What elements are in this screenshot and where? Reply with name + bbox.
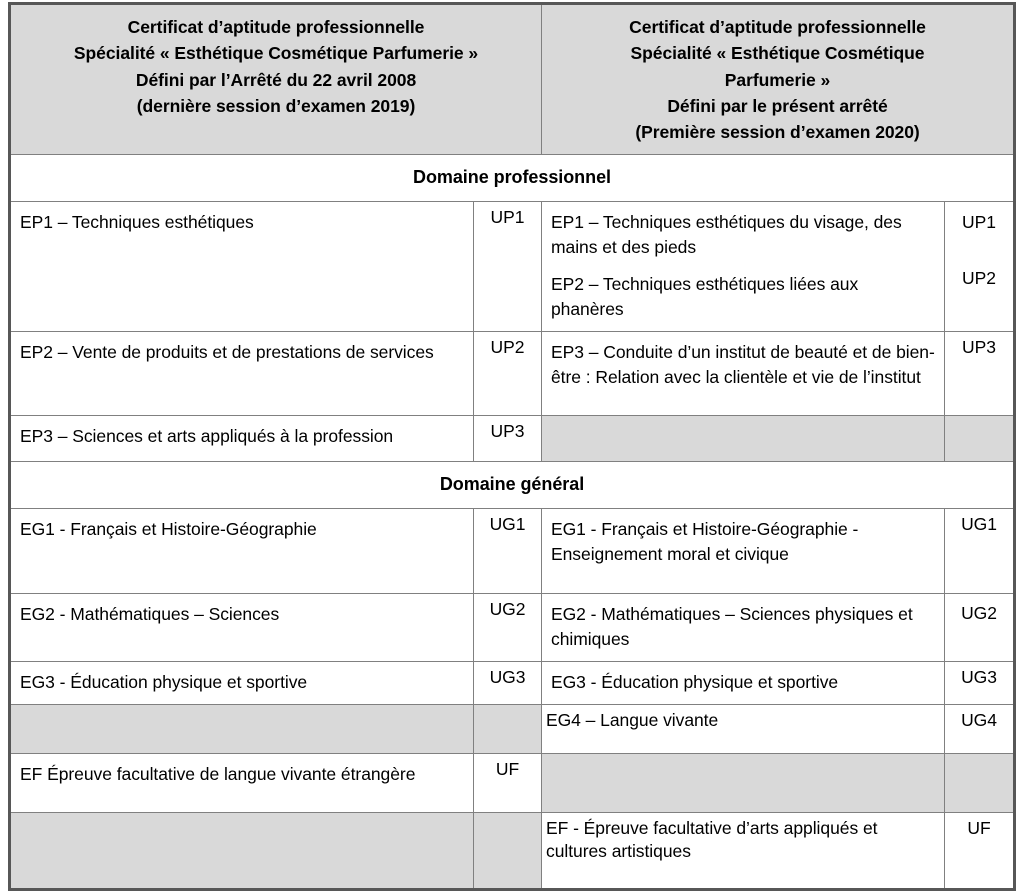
- text-new-ef-arts-label: EF - Épreuve facultative d’arts appliqués et cultures artistiques: [546, 818, 878, 862]
- text-new-eg3-label: EG3 - Éducation physique et sportive: [551, 672, 839, 693]
- cell-new-ef-row1-empty-label: [542, 754, 945, 813]
- table-row-ep3: [10, 415, 1015, 461]
- cell-new-eg2-code: [945, 593, 1015, 661]
- table-row-eg3: [10, 662, 1015, 705]
- cell-old-eg4-empty-code: [474, 705, 542, 754]
- cell-old-ep1-code: [474, 202, 542, 332]
- section-header-professionnel: [10, 155, 1015, 202]
- cell-old-eg3-code: [474, 662, 542, 705]
- table-row-eg1: [10, 508, 1015, 593]
- cell-old-eg2-label: [10, 593, 474, 661]
- header-new-line-2: Spécialité « Esthétique Cosmétique: [630, 43, 925, 64]
- section-row-general: [10, 461, 1015, 508]
- table-row-eg4: [10, 705, 1015, 754]
- cell-new-eg4-label: [542, 705, 945, 754]
- cell-old-ep3-code: [474, 415, 542, 461]
- text-old-eg4-empty-code: [474, 705, 541, 713]
- text-new-ef-row1-empty-label: [542, 754, 944, 771]
- header-old-line-3: Défini par l’Arrêté du 22 avril 2008: [135, 69, 417, 90]
- text-new-ep3-label: EP3 – Conduite d’un institut de beauté et de bien-être : Relation avec la clientèle et vie de l’institut: [551, 341, 935, 388]
- cell-old-ep1-label: [10, 202, 474, 332]
- text-old-eg2-label: EG2 - Mathématiques – Sciences: [20, 603, 280, 624]
- text-new-eg2-label: EG2 - Mathématiques – Sciences physiques et chimiques: [551, 603, 913, 649]
- header-new-line-5: (Première session d’examen 2020): [635, 122, 920, 142]
- table-row-ef-arts-appliques: [10, 813, 1015, 890]
- cell-new-eg1-code: [945, 508, 1015, 593]
- text-new-eg4-code: UG4: [961, 710, 997, 731]
- text-new-eg2-code: UG2: [961, 602, 997, 623]
- text-old-ep1-label: EP1 – Techniques esthétiques: [20, 212, 254, 233]
- cell-new-eg2-label: [542, 593, 945, 661]
- text-old-eg1-label: EG1 - Français et Histoire-Géographie: [20, 518, 317, 539]
- cell-old-eg1-label: [10, 508, 474, 593]
- cell-old-eg2-code: [474, 593, 542, 661]
- text-old-eg3-label: EG3 - Éducation physique et sportive: [20, 672, 308, 693]
- text-old-ep3-code: UP3: [490, 420, 525, 441]
- cell-old-eg3-label: [10, 662, 474, 705]
- cell-new-ep3-row-empty-code: [945, 415, 1015, 461]
- text-new-ef-row1-empty-code: [945, 754, 1013, 762]
- header-new-line-1: Certificat d’aptitude professionnelle: [629, 17, 926, 37]
- text-new-eg1-label: EG1 - Français et Histoire-Géographie - Enseignement moral et civique: [551, 518, 859, 564]
- table-row-ep1: [10, 202, 1015, 332]
- text-new-ef-arts-code: UF: [967, 818, 991, 839]
- text-old-ep2-code: UP2: [490, 336, 525, 357]
- cell-old-ef-arts-empty-code: [474, 813, 542, 890]
- cell-old-ep2-label: [10, 331, 474, 415]
- cell-old-ep3-label: [10, 415, 474, 461]
- header-old-line-1: Certificat d’aptitude professionnelle: [127, 17, 425, 37]
- text-new-ep3-row-empty-label: [542, 416, 944, 433]
- text-old-eg1-code: UG1: [489, 513, 526, 534]
- text-new-ep2-label: EP2 – Techniques esthétiques liées aux phanères: [551, 273, 859, 319]
- cell-new-eg4-code: [945, 705, 1015, 754]
- cell-new-eg1-label: [542, 508, 945, 593]
- table-row-ep2: [10, 331, 1015, 415]
- header-new-line-4: Défini par le présent arrêté: [667, 95, 888, 116]
- cell-old-eg4-empty-label: [10, 705, 474, 754]
- section-title-general: Domaine général: [439, 473, 585, 494]
- header-new-line-3: Parfumerie »: [724, 69, 831, 90]
- cell-new-ep3-code: [945, 331, 1015, 415]
- correspondence-table: [8, 2, 1016, 891]
- cell-old-ef-label: [10, 754, 474, 813]
- cell-new-eg3-label: [542, 662, 945, 705]
- header-old-line-4: (dernière session d’examen 2019): [136, 95, 416, 116]
- text-old-ef-arts-empty-label: [11, 813, 473, 830]
- table-row-eg2: [10, 593, 1015, 661]
- section-row-professionnel: [10, 155, 1015, 202]
- text-new-ep3-code: UP3: [962, 336, 996, 357]
- cell-new-ep1-ep2-labels: [542, 202, 945, 332]
- cell-new-ep1-ep2-codes: [945, 202, 1015, 332]
- text-old-ef-label: EF Épreuve facultative de langue vivante étrangère: [20, 764, 416, 785]
- text-old-ef-code: UF: [495, 759, 520, 780]
- text-new-eg4-label: EG4 – Langue vivante: [546, 710, 719, 731]
- cell-new-ef-arts-code: [945, 813, 1015, 890]
- section-header-general: [10, 461, 1015, 508]
- cell-new-eg3-code: [945, 662, 1015, 705]
- table-header-row: [10, 4, 1015, 155]
- text-old-ep2-label: EP2 – Vente de produits et de prestations de services: [20, 341, 434, 362]
- text-new-ep2-code: UP2: [962, 268, 996, 289]
- header-cell-old-diploma: [10, 4, 542, 155]
- cell-old-ef-code: [474, 754, 542, 813]
- text-old-eg3-code: UG3: [489, 667, 526, 688]
- text-new-ep1-label: EP1 – Techniques esthétiques du visage, des mains et des pieds: [551, 212, 902, 258]
- text-old-ep1-code: UP1: [490, 207, 525, 228]
- cell-new-ep3-label: [542, 331, 945, 415]
- text-old-eg4-empty-label: [11, 705, 473, 722]
- cell-new-ep3-row-empty-label: [542, 415, 945, 461]
- text-old-ep3-label: EP3 – Sciences et arts appliqués à la profession: [20, 425, 394, 446]
- text-new-eg3-code: UG3: [961, 667, 997, 688]
- text-new-ep3-row-empty-code: [945, 416, 1013, 424]
- cell-old-eg1-code: [474, 508, 542, 593]
- cell-old-ep2-code: [474, 331, 542, 415]
- table-row-ef-langue-vivante: [10, 754, 1015, 813]
- section-title-professionnel: Domaine professionnel: [413, 167, 611, 188]
- text-old-ef-arts-empty-code: [474, 813, 541, 821]
- cell-new-ef-arts-label: [542, 813, 945, 890]
- header-old-line-2: Spécialité « Esthétique Cosmétique Parfumerie »: [73, 43, 479, 64]
- header-cell-new-diploma: [542, 4, 1015, 155]
- cell-new-ef-row1-empty-code: [945, 754, 1015, 813]
- cell-old-ef-arts-empty-label: [10, 813, 474, 890]
- text-new-ep1-code: UP1: [962, 212, 996, 233]
- text-old-eg2-code: UG2: [489, 598, 526, 619]
- text-new-eg1-code: UG1: [961, 513, 997, 534]
